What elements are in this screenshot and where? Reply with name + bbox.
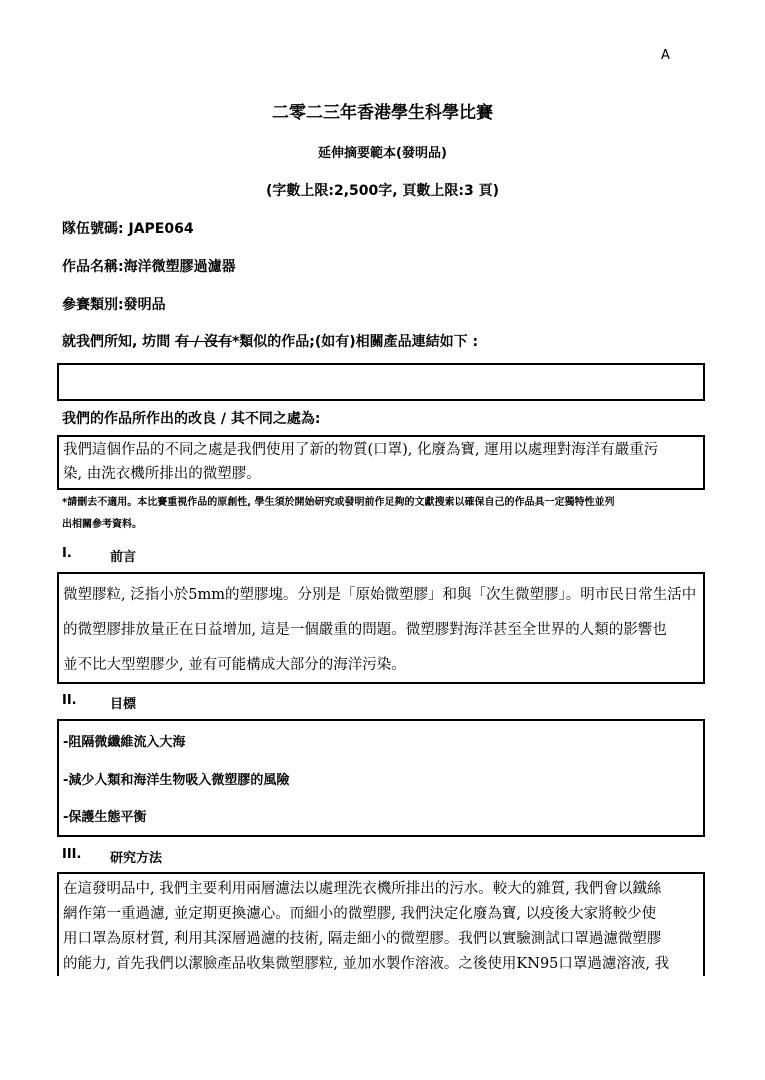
footnote	[62, 492, 712, 536]
intro-line: 並不比大型塑膠少, 並有可能構成大部分的海洋污染。	[63, 657, 406, 673]
section-title: 目標	[110, 697, 137, 712]
improvements-heading: 我們的作品所作出的改良 / 其不同之處為:	[62, 411, 321, 427]
improvements-line: 染, 由洗衣機所排出的微塑膠。	[63, 466, 261, 482]
work-name: 作品名稱:海洋微塑膠過濾器	[62, 259, 236, 275]
section-title: 研究方法	[110, 851, 163, 866]
footnote-line: 出相關參考資料。	[62, 519, 142, 530]
intro-line: 的微塑膠排放量正在日益增加, 這是一個嚴重的問題。微塑膠對海洋甚至全世界的人類的影響也	[63, 622, 667, 638]
intro-line: 微塑膠粒, 泛指小於5mm的塑膠塊。分別是「原始微塑膠」和與「次生微塑膠」。明市民日常生活中	[63, 587, 697, 603]
improvements-text	[63, 438, 658, 486]
method-line: 網作第一重過濾, 並定期更換濾心。而細小的微塑膠, 我們決定化廢為寶, 以疫後大家將較少使	[63, 906, 657, 922]
method-line: 在這發明品中, 我們主要利用兩層濾法以處理洗衣機所排出的污水。較大的雜質, 我們會以鐵絲	[63, 881, 662, 897]
team-code-label: 隊伍號碼:	[62, 221, 124, 237]
team-code	[62, 218, 194, 238]
objective-item: -保護生態平衡	[63, 810, 147, 825]
similar-choice: 有 / 沒有	[175, 334, 232, 350]
footnote-line: *請刪去不適用。本比賽重視作品的原創性, 學生須於開始研究或發明前作足夠的文獻搜索以確保自己的作品具一定獨特性並列	[62, 497, 615, 508]
word-limit-note: (字數上限:2,500字, 頁數上限:3 頁)	[265, 183, 500, 199]
method-box	[57, 872, 705, 976]
category: 參賽類別:發明品	[62, 297, 166, 313]
similar-suffix: *類似的作品;(如有)相關產品連結如下 :	[231, 334, 479, 350]
section-title: 前言	[110, 550, 137, 565]
objective-item: -阻隔微纖維流入大海	[63, 735, 186, 750]
page-title: 二零二三年香港學生科學比賽	[272, 103, 493, 123]
method-text	[63, 877, 669, 977]
product-links	[59, 365, 703, 381]
page-subtitle: 延伸摘要範本(發明品)	[318, 146, 447, 161]
section-number: I.	[62, 546, 72, 561]
similar-prefix: 就我們所知, 坊間	[62, 334, 176, 350]
section-number: II.	[62, 693, 77, 708]
team-code-value: JAPE064	[128, 221, 194, 237]
similar-products-statement	[62, 331, 478, 351]
section-number: III.	[62, 847, 82, 862]
method-line: 的能力, 首先我們以潔臉產品收集微塑膠粒, 並加水製作溶液。之後使用KN95口罩過濾溶液, 我	[63, 956, 670, 972]
intro-text	[63, 578, 696, 683]
objective-item: -減少人類和海洋生物吸入微塑膠的風險	[63, 773, 290, 788]
intro-box	[57, 572, 705, 684]
product-links-box	[57, 363, 705, 401]
method-line: 用口罩為原材質, 利用其深層過濾的技術, 隔走細小的微塑膠。我們以實驗測試口罩過濾微塑膠	[63, 931, 662, 947]
objectives-box	[57, 719, 705, 837]
page-marker: A	[661, 48, 670, 63]
improvements-box	[57, 435, 705, 490]
improvements-line: 我們這個作品的不同之處是我們使用了新的物質(口罩), 化廢為寶, 運用以處理對海洋有嚴重污	[63, 442, 659, 458]
